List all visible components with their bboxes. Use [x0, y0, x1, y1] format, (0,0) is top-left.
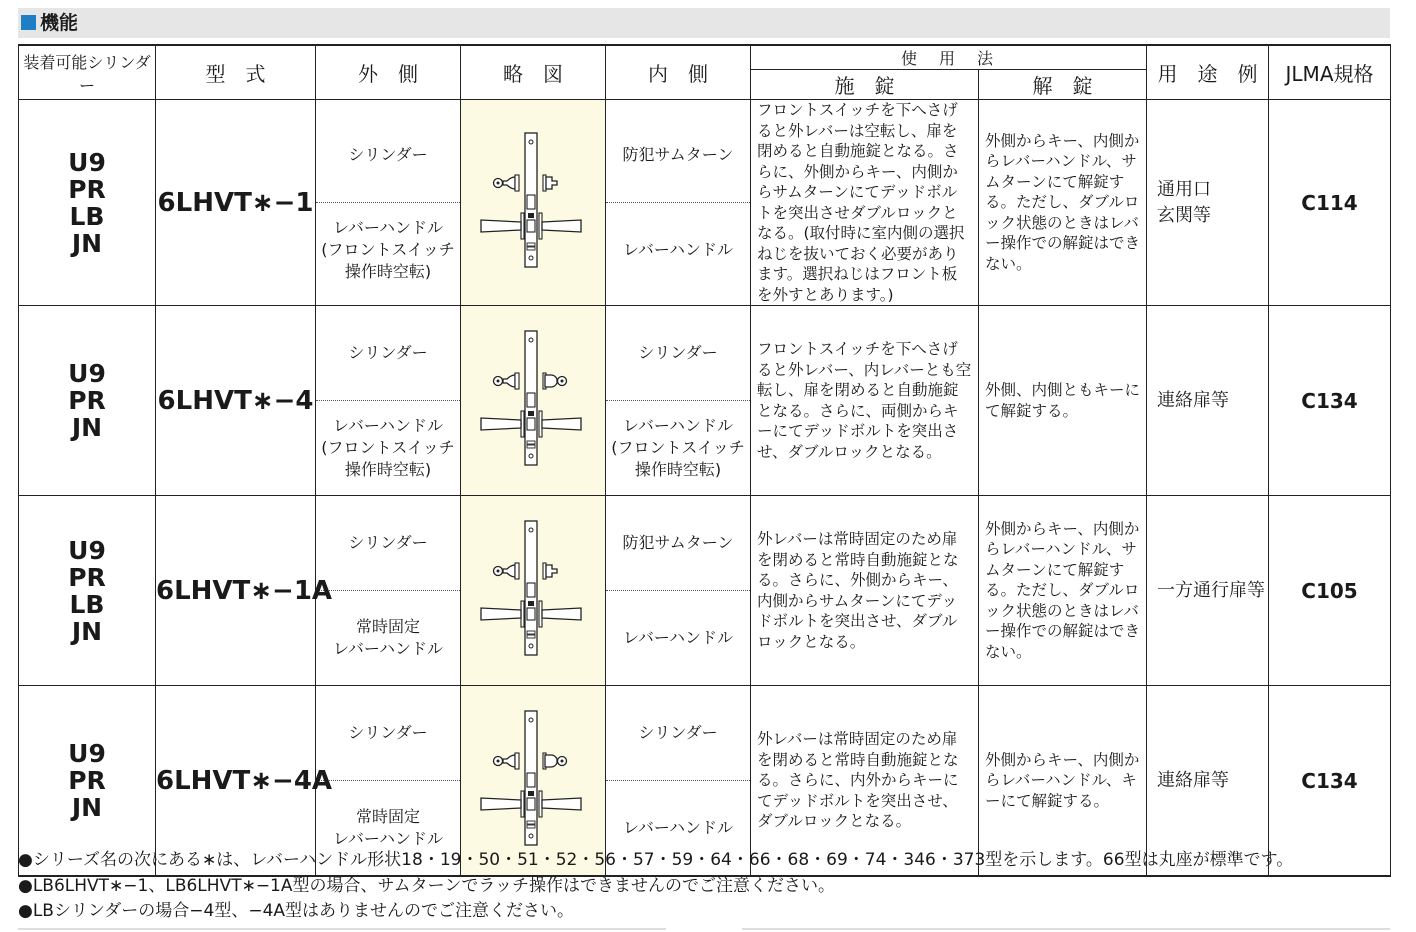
- inside-bottom-label: 操作時空転): [634, 460, 722, 479]
- outside-bottom-label: レバーハンドル: [332, 639, 444, 658]
- mortise-lock-diagram-icon: [473, 709, 593, 849]
- cylinder-code: JN: [71, 228, 103, 258]
- header-usage: 使 用 法: [751, 45, 1147, 70]
- header-use-example: 用 途 例: [1147, 45, 1269, 100]
- cylinder-code: U9: [68, 147, 106, 177]
- header-outside: 外 側: [316, 45, 461, 100]
- cylinder-code: PR: [68, 386, 106, 415]
- note-item: ●LBシリンダーの場合−4型、−4A型はありませんのでご注意ください。: [18, 901, 575, 921]
- lock-diagram: [461, 100, 606, 306]
- model-number: 6LHVT∗−4A: [156, 686, 316, 877]
- inside-cell: [606, 100, 751, 306]
- cylinder-code: U9: [68, 535, 106, 565]
- model-number: 6LHVT∗−1: [156, 100, 316, 306]
- outside-cell: [316, 100, 461, 306]
- cylinder-code: JN: [71, 413, 103, 442]
- inside-bottom-label: レバーハンドル: [622, 818, 734, 837]
- inside-bottom-label: レバーハンドル: [622, 416, 734, 435]
- outside-bottom-label: 常時固定: [355, 807, 420, 826]
- outside-bottom-label: レバーハンドル: [332, 829, 444, 848]
- header-inside: 内 側: [606, 45, 751, 100]
- header-model: 型 式: [156, 45, 316, 100]
- note-item: ●LB6LHVT∗−1、LB6LHVT∗−1A型の場合、サムターンでラッチ操作はできませんのでご注意ください。: [18, 875, 835, 896]
- cylinder-code: PR: [68, 562, 106, 592]
- inside-top-label: シリンダー: [638, 723, 718, 742]
- outside-top-label: シリンダー: [348, 723, 428, 742]
- use-example: [1147, 100, 1269, 306]
- cylinder-list: [19, 100, 156, 306]
- notes: [18, 848, 1293, 925]
- cylinder-code: U9: [68, 359, 106, 388]
- cylinder-list: [19, 306, 156, 496]
- header-unlock: 解 錠: [979, 70, 1147, 100]
- table-row: [19, 306, 1391, 496]
- lock-method: 外レバーは常時固定のため扉を閉めると常時自動施錠となる。さらに、外側からキー、内側からサムターンにてデッドボルトを突出させ、ダブルロックとなる。: [751, 496, 979, 686]
- inside-top-label: シリンダー: [638, 343, 718, 362]
- inside-bottom-label: (フロントスイッチ: [611, 438, 745, 457]
- table-row: [19, 100, 1391, 306]
- outside-bottom-label: 常時固定: [355, 617, 420, 636]
- cylinder-code: LB: [69, 589, 105, 619]
- inside-top-label: 防犯サムターン: [622, 145, 734, 164]
- section-header: [18, 8, 1390, 38]
- inside-bottom-label: レバーハンドル: [622, 628, 734, 647]
- header-jlma: JLMA規格: [1269, 45, 1391, 100]
- outside-bottom-label: レバーハンドル: [332, 218, 444, 237]
- function-table: [18, 44, 1391, 877]
- mortise-lock-diagram-icon: [473, 131, 593, 271]
- lock-method: 外レバーは常時固定のため扉を閉めると常時自動施錠となる。さらに、内外からキーにてデッドボルトを突出させ、ダブルロックとなる。: [751, 686, 979, 877]
- outside-bottom-label: 操作時空転): [344, 262, 432, 281]
- lock-diagram: [461, 306, 606, 496]
- table-row: [19, 496, 1391, 686]
- mortise-lock-diagram-icon: [473, 519, 593, 659]
- use-example: [1147, 496, 1269, 686]
- cylinder-code: PR: [68, 766, 106, 795]
- jlma-code: C114: [1269, 100, 1391, 306]
- use-example-label: 一方通行扉等: [1157, 579, 1266, 601]
- cylinder-code: PR: [68, 174, 106, 204]
- use-example: [1147, 306, 1269, 496]
- header-diagram: 略 図: [461, 45, 606, 100]
- section-title: 機能: [40, 12, 79, 34]
- model-number: 6LHVT∗−4: [156, 306, 316, 496]
- outside-cell: [316, 306, 461, 496]
- outside-bottom-label: レバーハンドル: [332, 416, 444, 435]
- inside-cell: [606, 496, 751, 686]
- use-example-label: 連絡扉等: [1157, 389, 1230, 411]
- jlma-code: C134: [1269, 306, 1391, 496]
- jlma-code: C105: [1269, 496, 1391, 686]
- section-marker-icon: [21, 15, 36, 30]
- unlock-method: 外側、内側ともキーにて解錠する。: [979, 306, 1147, 496]
- lock-diagram: [461, 496, 606, 686]
- outside-cell: [316, 496, 461, 686]
- cylinder-list: [19, 496, 156, 686]
- unlock-method: 外側からキー、内側からレバーハンドル、キーにて解錠する。: [979, 686, 1147, 877]
- outside-bottom-label: (フロントスイッチ: [321, 240, 455, 259]
- cylinder-code: LB: [69, 201, 105, 231]
- cylinder-code: JN: [71, 793, 103, 822]
- inside-bottom-label: レバーハンドル: [622, 240, 734, 259]
- model-number: 6LHVT∗−1A: [156, 496, 316, 686]
- jlma-code: C134: [1269, 686, 1391, 877]
- use-example-label: 通用口: [1157, 178, 1212, 200]
- unlock-method: 外側からキー、内側からレバーハンドル、サムターンにて解錠する。ただし、ダブルロック状態のときはレバー操作での解錠はできない。: [979, 100, 1147, 306]
- inside-top-label: 防犯サムターン: [622, 533, 734, 552]
- inside-cell: [606, 306, 751, 496]
- lock-method: フロントスイッチを下へさげると外レバー、内レバーとも空転し、扉を閉めると自動施錠となる。さらに、両側からキーにてデッドボルトを突出させ、ダブルロックとなる。: [751, 306, 979, 496]
- mortise-lock-diagram-icon: [473, 329, 593, 469]
- note-item: ●シリーズ名の次にある∗は、レバーハンドル形状18・19・50・51・52・56・57・59・64・66・68・69・74・346・373型を示します。66型は丸座が標準です。: [18, 850, 1294, 870]
- lock-method: フロントスイッチを下へさげると外レバーは空転し、扉を閉めると自動施錠となる。さらに、外側からキー、内側からサムターンにてデッドボルトを突出させダブルロックとなる。(取付時に室内側の選択ねじを抜いておく必要があります。選択ねじはフロント板を外すとあります。): [751, 100, 979, 306]
- outside-top-label: シリンダー: [348, 343, 428, 362]
- header-lock: 施 錠: [751, 70, 979, 100]
- outside-top-label: シリンダー: [348, 145, 428, 164]
- cylinder-code: JN: [71, 616, 103, 646]
- header-cylinder: 装着可能シリンダー: [19, 45, 156, 100]
- unlock-method: 外側からキー、内側からレバーハンドル、サムターンにて解錠する。ただし、ダブルロック状態のときはレバー操作での解錠はできない。: [979, 496, 1147, 686]
- use-example-label: 玄関等: [1157, 204, 1212, 226]
- use-example-label: 連絡扉等: [1157, 769, 1230, 791]
- outside-bottom-label: 操作時空転): [344, 460, 432, 479]
- outside-bottom-label: (フロントスイッチ: [321, 438, 455, 457]
- outside-top-label: シリンダー: [348, 533, 428, 552]
- cylinder-code: U9: [68, 739, 106, 768]
